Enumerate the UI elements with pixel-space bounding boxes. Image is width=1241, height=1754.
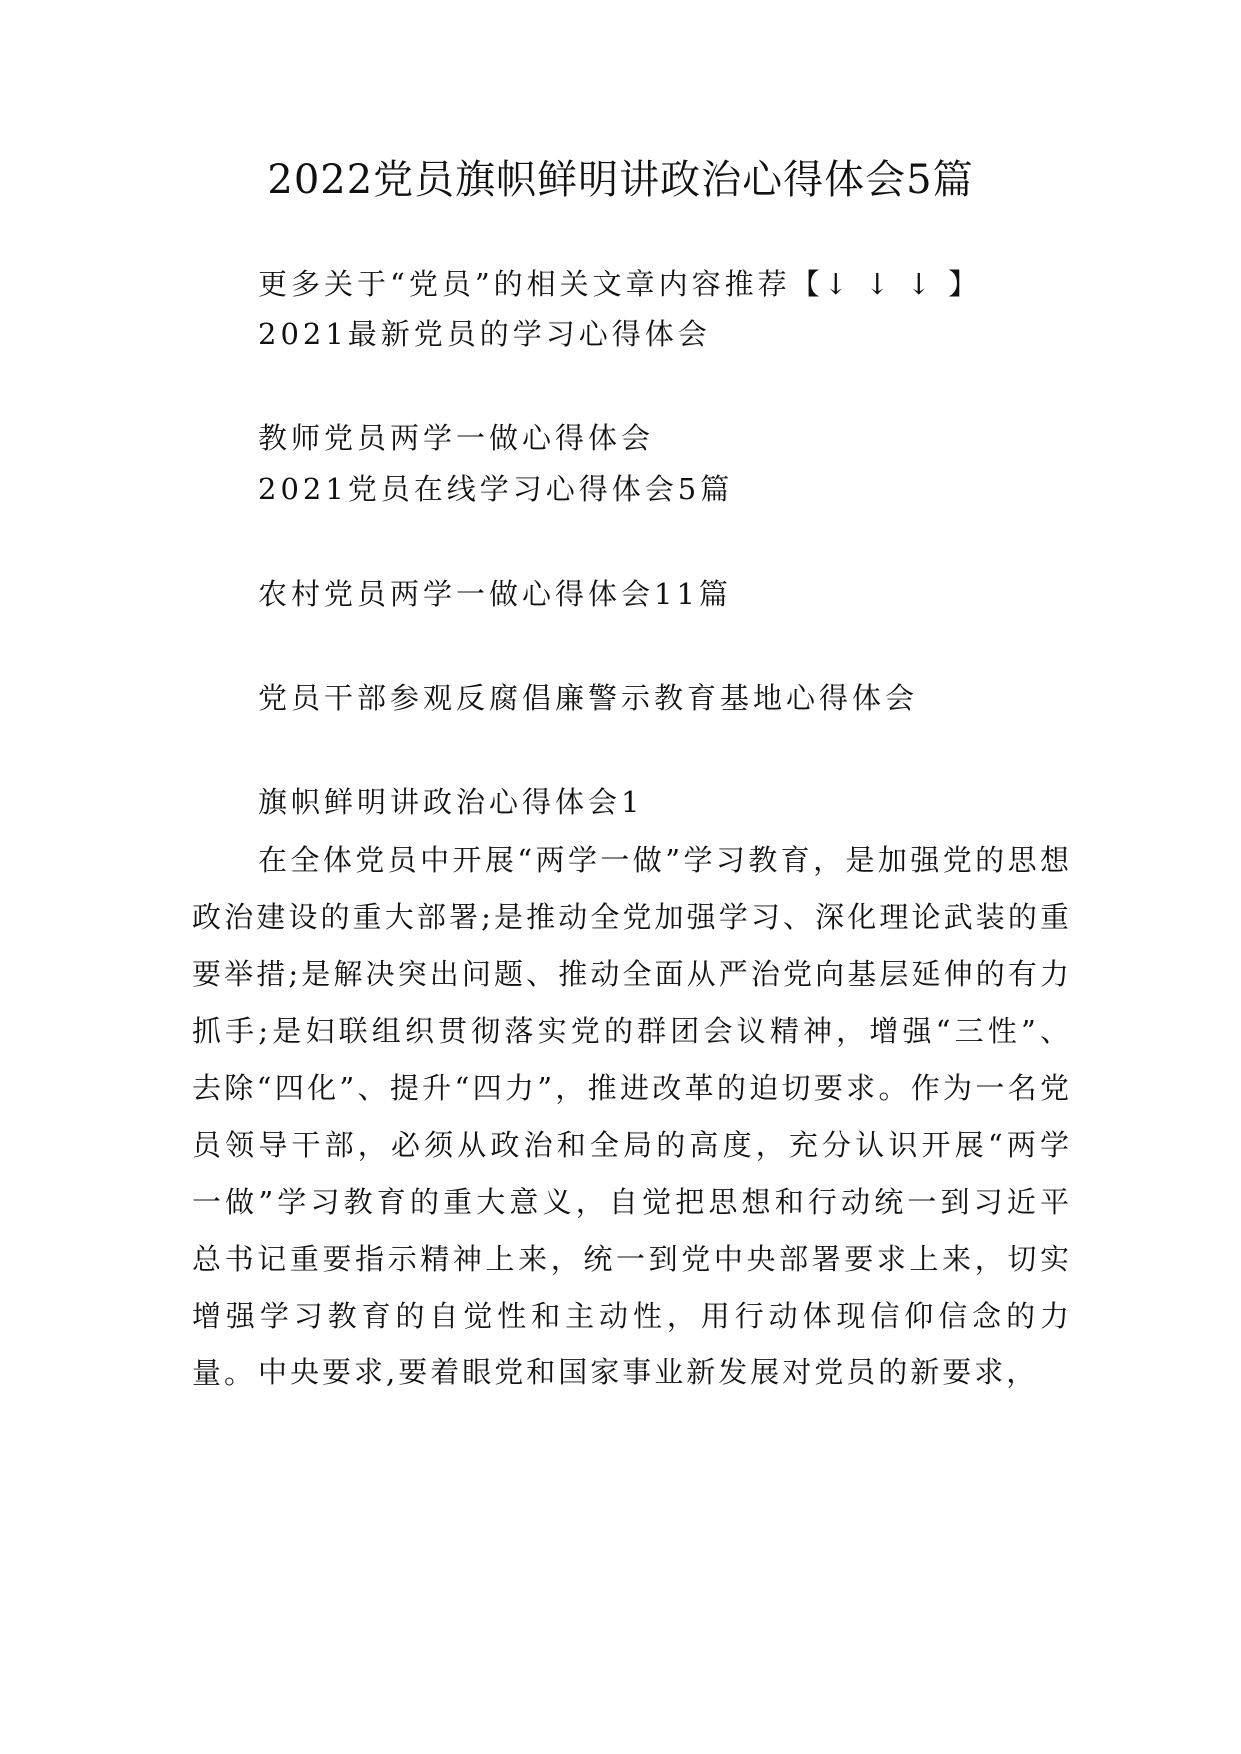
document-title: 2022党员旗帜鲜明讲政治心得体会5篇	[267, 157, 974, 203]
related-link[interactable]: 2021最新党员的学习心得体会	[258, 317, 711, 351]
related-link[interactable]: 农村党员两学一做心得体会11篇	[258, 577, 732, 611]
section-heading: 旗帜鲜明讲政治心得体会1	[258, 785, 644, 819]
related-link[interactable]: 2021党员在线学习心得体会5篇	[258, 472, 734, 506]
body-paragraph: 中央要求,要着眼党和国家事业新发展对党员的新要求，	[258, 1355, 1039, 1389]
body-paragraph: 在全体党员中开展“两学一做”学习教育，是加强党的思想政治建设的重大部署;是推动全党加强学习、深化理论武装的重要举措;是解决突出问题、推动全面从严治党向基层延伸的有力抓手;是妇联组织贯彻落实党的群团会议精神，增强“三性”、去除“四化”、提升“四力”，推进改革的迫切要求。作为一名党员领导干部，必须从政治和全局的高度，充分认识开展“两学一做”学习教育的重大意义，自觉把思想和行动统一到习近平总书记重要指示精神上来，统一到党中央部署要求上来，切实增强学习教育的自觉性和主动性，用行动体现信仰信念的力量。	[192, 843, 1072, 1390]
related-link[interactable]: 党员干部参观反腐倡廉警示教育基地心得体会	[258, 681, 919, 715]
related-link[interactable]: 教师党员两学一做心得体会	[258, 421, 655, 455]
related-articles-heading: 更多关于“党员”的相关文章内容推荐【↓ ↓ ↓ 】	[258, 267, 982, 301]
